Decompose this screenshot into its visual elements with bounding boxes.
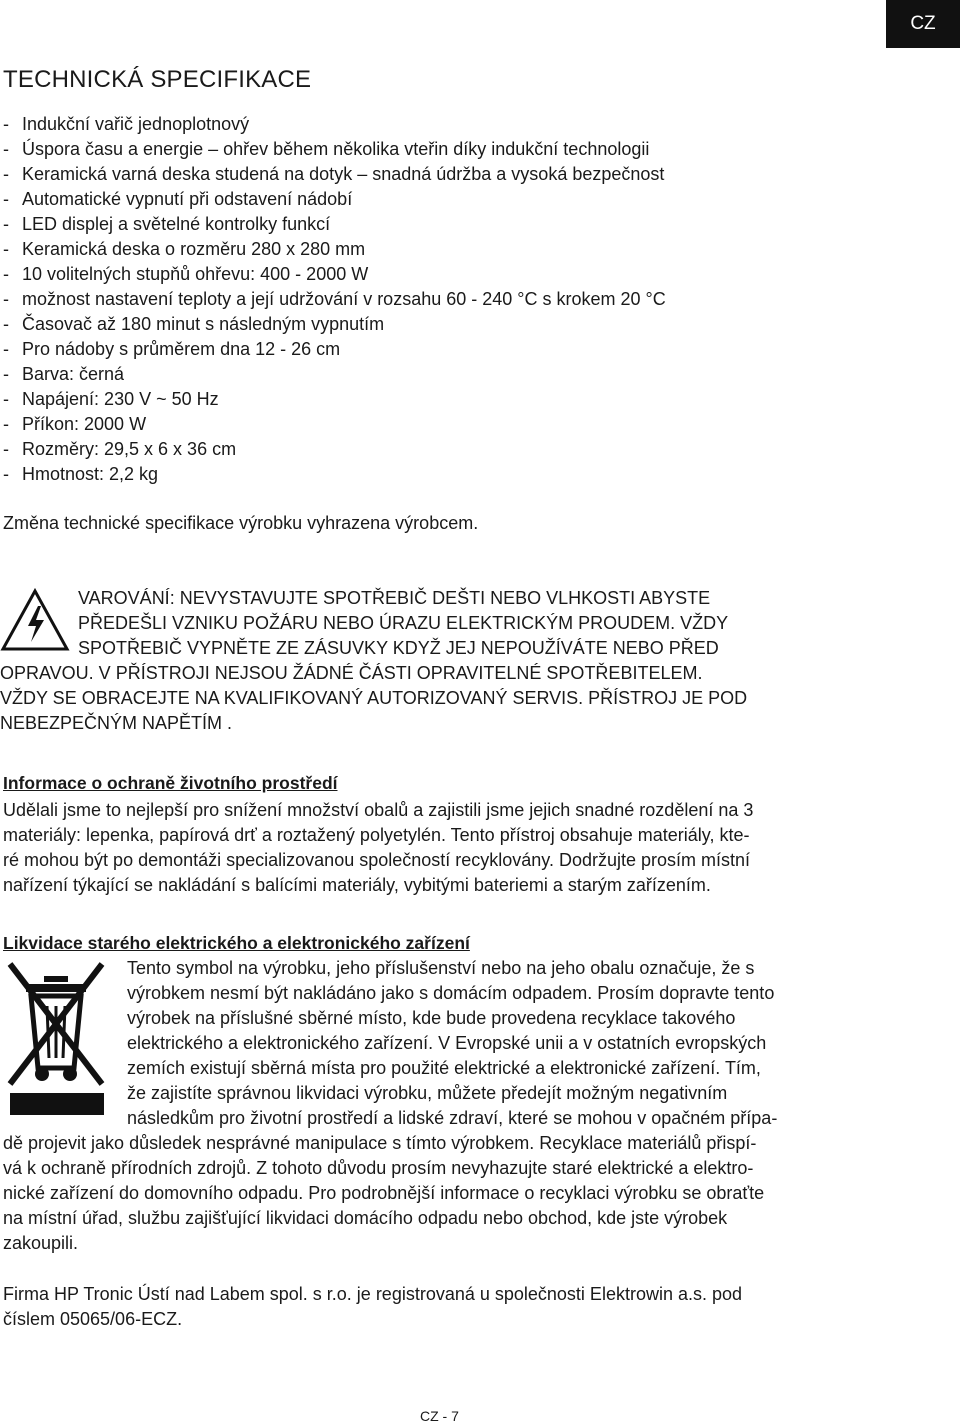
list-item: - možnost nastavení teploty a její udržování v rozsahu 60 - 240 °C s krokem 20 °C: [3, 289, 666, 309]
list-item: - Pro nádoby s průměrem dna 12 - 26 cm: [3, 339, 341, 359]
page-number: CZ - 7: [420, 1408, 459, 1424]
spec-list: [3, 112, 666, 487]
list-item: - Rozměry: 29,5 x 6 x 36 cm: [3, 439, 237, 459]
registration-paragraph: Firma HP Tronic Ústí nad Labem spol. s r.o. je registrovaná u společnosti Elektrowin a.s. pod číslem 05065/06-ECZ.: [3, 1284, 743, 1329]
list-item: - Napájení: 230 V ~ 50 Hz: [3, 389, 219, 409]
environment-heading: Informace o ochraně životního prostředí: [3, 773, 338, 793]
list-item: - Časovač až 180 minut s následným vypnutím: [3, 314, 385, 334]
language-tab: [886, 0, 960, 48]
environment-paragraph: Udělali jsme to nejlepší pro snížení množství obalů a zajistili jsme jejich snadné rozdělení na 3 materiály: lepenka, papírová drť a roztažený polyetylén. Tento přístroj obsahuje materiály, kte- ré mohou být po demontáži specializovanou společností recyklovány. Dodržujte prosím místní nařízení týkající se nakládání s balícími materiály, vybitými bateriemi a starým zařízením.: [3, 800, 754, 895]
list-item: - Keramická deska o rozměru 280 x 280 mm: [3, 239, 366, 259]
list-item: - 10 volitelných stupňů ohřevu: 400 - 2000 W: [3, 264, 369, 284]
warning-text: VAROVÁNÍ: NEVYSTAVUJTE SPOTŘEBIČ DEŠTI NEBO VLHKOSTI ABYSTE PŘEDEŠLI VZNIKU POŽÁRU NEBO ÚRAZU ELEKTRICKÝM PROUDEM. VŽDY SPOTŘEBIČ VYPNĚTE ZE ZÁSUVKY KDYŽ JEJ NEPOUŽÍVÁTE NEBO PŘED OPRAVOU. V PŘÍSTROJI NEJSOU ŽÁDNÉ ČÁSTI OPRAVITELNÉ SPOTŘEBITELEM. VŽDY SE OBRACEJTE NA KVALIFIKOVANÝ AUTORIZOVANÝ SERVIS. PŘÍSTROJ JE POD NEBEZPEČNÝM NAPĚTÍM .: [0, 588, 748, 733]
disposal-heading: Likvidace starého elektrického a elektronického zařízení: [3, 933, 470, 953]
list-item: - Úspora času a energie – ohřev během několika vteřin díky indukční technologii: [3, 139, 650, 159]
disposal-paragraph: Tento symbol na výrobku, jeho příslušenství nebo na jeho obalu označuje, že s výrobkem nesmí být nakládáno jako s domácím odpadem. Prosím dopravte tento výrobek na příslušné sběrné místo, kde bude provedena recyklace takového elektrického a elektronického zařízení. V Evropské unii a v ostatních evropských zemích existují sběrná místa pro použité elektrické a elektronické zařízení. Tím, že zajistíte správnou likvidaci výrobku, můžete předejít možným negativním následkům pro životní prostředí a lidské zdraví, které se mohou v opačném přípa- dě projevit jako důsledek nesprávné manipulace s tímto výrobkem. Recyklace materiálů přispí- vá k ochraně přírodních zdrojů. Z tohoto důvodu prosím nevyhazujte staré elektrické a elektro- nické zařízení do domovního odpadu. Pro podrobnější informace o recyklaci výrobku se obraťte na místní úřad, službu zajišťující likvidaci domácího odpadu nebo obchod, kde jste výrobek zakoupili.: [3, 958, 778, 1253]
list-item: - Hmotnost: 2,2 kg: [3, 464, 159, 484]
spec-change-note: Změna technické specifikace výrobku vyhrazena výrobcem.: [3, 513, 479, 533]
list-item: - Indukční vařič jednoplotnový: [3, 114, 250, 134]
list-item: - Automatické vypnutí při odstavení nádobí: [3, 189, 353, 209]
list-item: - LED displej a světelné kontrolky funkcí: [3, 214, 331, 234]
page-title: TECHNICKÁ SPECIFIKACE: [3, 66, 312, 93]
language-label: CZ: [910, 13, 936, 34]
list-item: - Keramická varná deska studená na dotyk – snadná údržba a vysoká bezpečnost: [3, 164, 665, 184]
list-item: - Příkon: 2000 W: [3, 414, 147, 434]
list-item: - Barva: černá: [3, 364, 125, 384]
